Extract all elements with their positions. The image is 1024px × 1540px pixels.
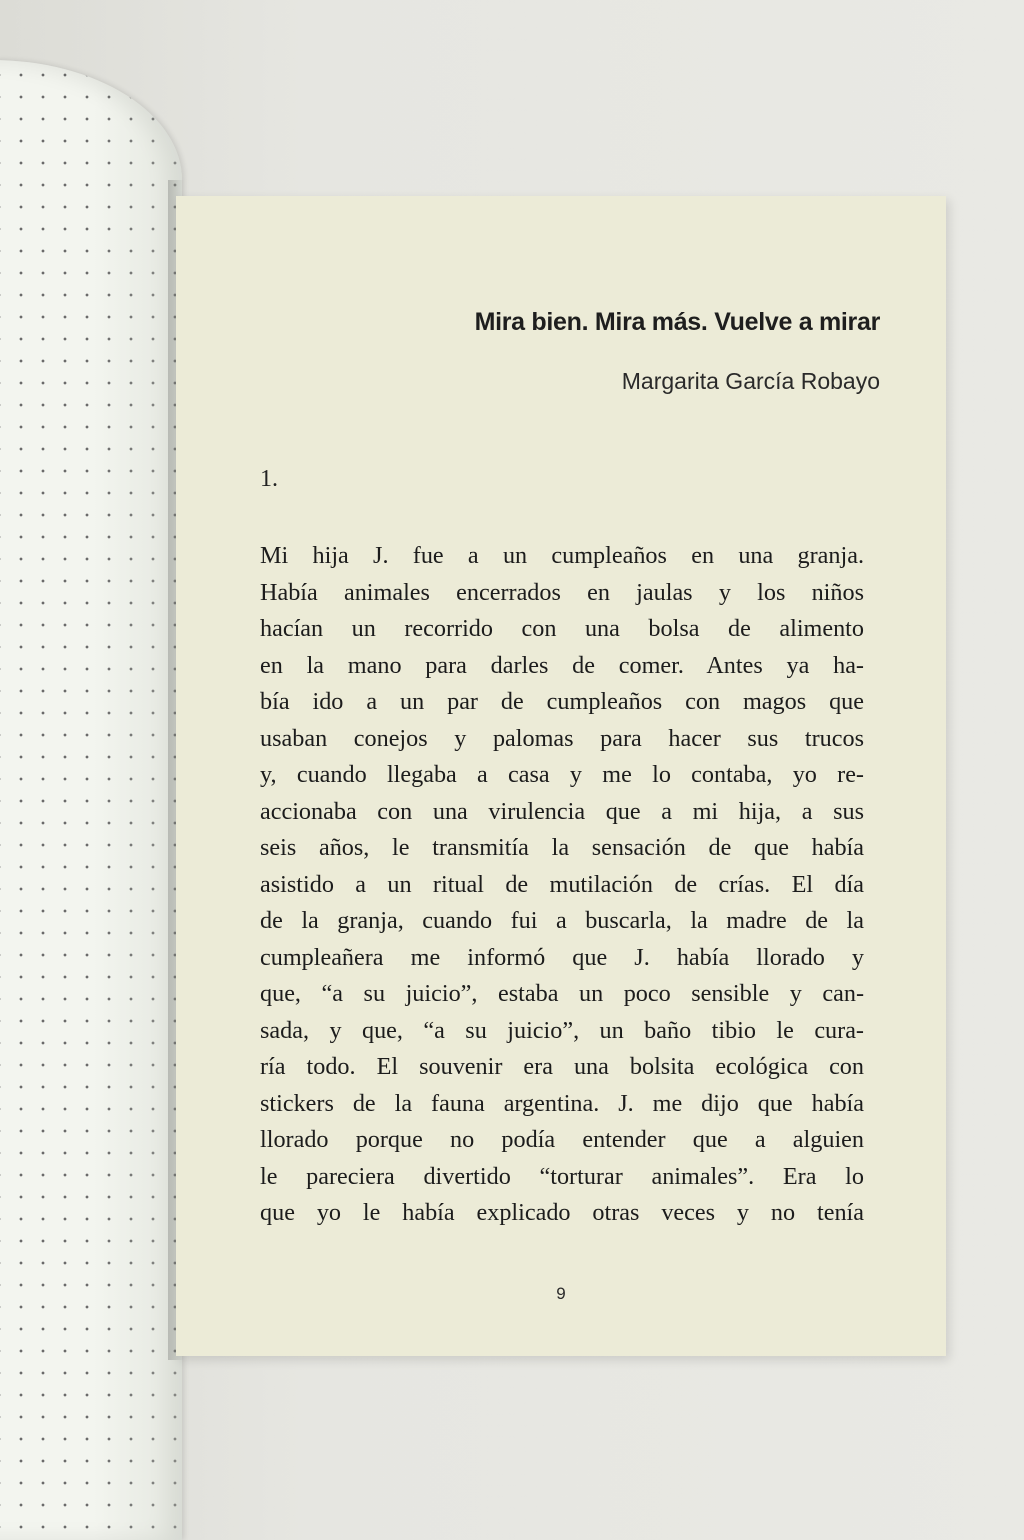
body-line: asistido a un ritual de mutilación de crías. El día [260,870,864,898]
chapter-author: Margarita García Robayo [621,368,880,394]
body-line: que yo le había explicado otras veces y no tenía [260,1199,864,1226]
body-line: stickers de la fauna argentina. J. me dijo que había [260,1089,864,1117]
body-line: le pareciera divertido “torturar animales”. Era lo [260,1162,864,1190]
page-number: 9 [556,1284,566,1303]
left-dotted-page [0,60,182,1540]
book-page [176,196,946,1356]
body-line: Había animales encerrados en jaulas y los niños [260,578,864,606]
body-line: de la granja, cuando fui a buscarla, la madre de la [260,907,864,934]
body-line: y, cuando llegaba a casa y me lo contaba, yo re- [260,761,864,788]
body-paragraph [260,538,864,1232]
body-line: cumpleañera me informó que J. había llorado y [260,943,864,971]
body-line: que, “a su juicio”, estaba un poco sensible y can- [260,980,864,1007]
body-line: en la mano para darles de comer. Antes ya ha- [260,651,864,679]
body-line: ría todo. El souvenir era una bolsita ecológica con [260,1053,864,1080]
body-line: sada, y que, “a su juicio”, un baño tibio le cura- [260,1016,864,1044]
body-line: bía ido a un par de cumpleaños con magos que [260,688,864,715]
chapter-title: Mira bien. Mira más. Vuelve a mirar [474,308,880,336]
body-line: seis años, le transmitía la sensación de que había [260,834,864,861]
section-number: 1. [260,466,278,492]
body-line: accionaba con una virulencia que a mi hija, a sus [260,797,864,825]
body-line: usaban conejos y palomas para hacer sus trucos [260,724,864,752]
body-line: Mi hija J. fue a un cumpleaños en una granja. [260,542,864,569]
body-line: llorado porque no podía entender que a alguien [260,1126,864,1153]
body-line: hacían un recorrido con una bolsa de alimento [260,615,864,642]
